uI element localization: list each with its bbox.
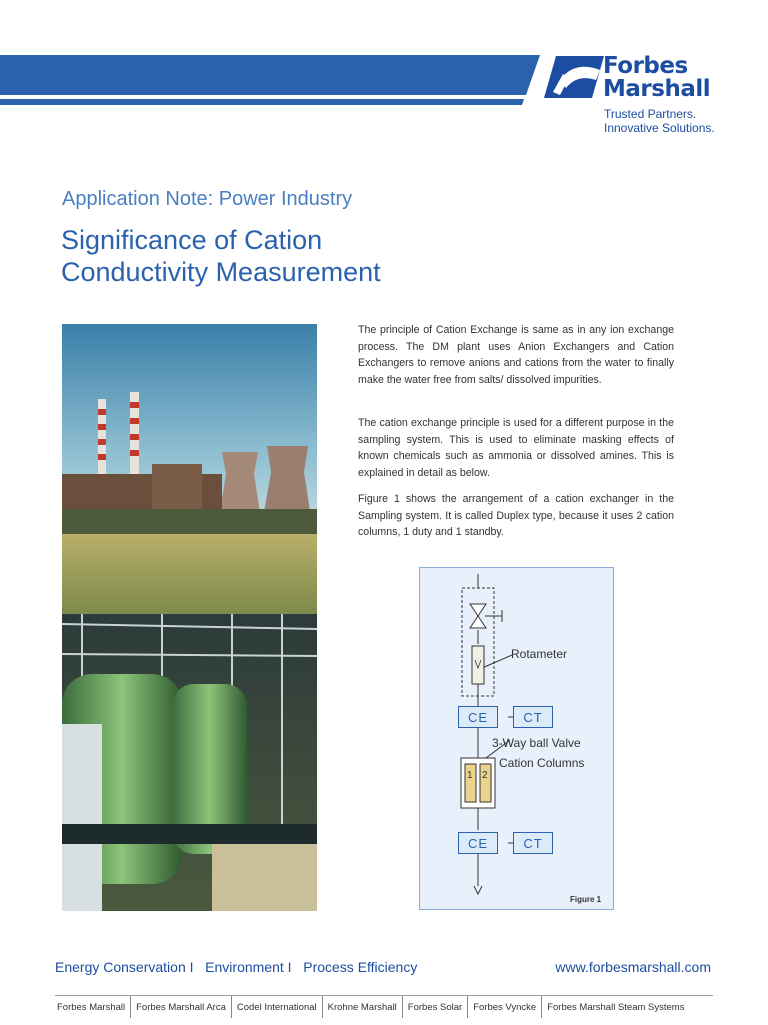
figure-1-diagram: [419, 567, 614, 910]
brand-tagline-line1: Trusted Partners.: [604, 107, 697, 121]
group-companies-list: [55, 995, 713, 1025]
page-title-line2: Conductivity Measurement: [61, 257, 381, 287]
page-title-line1: Significance of Cation: [61, 225, 323, 255]
company-krohne-marshall: Krohne Marshall: [323, 996, 403, 1018]
company-forbes-marshall-steam-systems: Forbes Marshall Steam Systems: [547, 1002, 685, 1013]
ce-box-top: CE: [458, 706, 498, 728]
rotameter-label: Rotameter: [511, 647, 568, 661]
footer-website-link[interactable]: www.forbesmarshall.com: [555, 959, 711, 975]
column-1-label: 1: [467, 770, 473, 781]
forbes-marshall-logo-icon: [544, 56, 604, 98]
power-plant-photo: [62, 324, 317, 911]
ce-box-bottom: CE: [458, 832, 498, 854]
page-title: [61, 224, 381, 288]
column-2-label: 2: [482, 770, 488, 781]
company-codel-international: Codel International: [232, 996, 323, 1018]
ct-box-top: CT: [513, 706, 553, 728]
intro-paragraph: The principle of Cation Exchange is same as in any ion exchange process. The DM plant uses Anion Exchangers and Cation Exchangers to remove anions and cations from the water to finally make the water free from salts/ dissolved impurities.: [358, 324, 674, 386]
figure-caption: Figure 1: [570, 895, 602, 904]
brand-name-line1: Forbes: [603, 53, 688, 79]
purpose-paragraph: The cation exchange principle is used for a different purpose in the sampling system. This is used to eliminate masking effects of known chemicals such as ammonia or dissolved amines. This is explained in detail as below.: [358, 417, 674, 479]
columns-label: Cation Columns: [499, 756, 585, 770]
company-forbes-marshall: Forbes Marshall: [55, 996, 131, 1018]
cation-columns-icon: [461, 758, 495, 808]
figure-description-paragraph: Figure 1 shows the arrangement of a cation exchanger in the Sampling system. It is called Duplex type, because it uses 2 cation columns, 1 duty and 1 standby.: [358, 493, 674, 538]
ct-box-bottom: CT: [513, 832, 553, 854]
page-subtitle: Application Note: Power Industry: [62, 188, 353, 210]
brand-name-line2: Marshall: [603, 76, 711, 102]
company-forbes-solar: Forbes Solar: [403, 996, 468, 1018]
rotameter-icon: [472, 646, 484, 684]
brand-tagline-line2: Innovative Solutions.: [604, 121, 715, 135]
company-forbes-vyncke: Forbes Vyncke: [468, 996, 542, 1018]
company-forbes-marshall-arca: Forbes Marshall Arca: [131, 996, 232, 1018]
valve-icon: [470, 604, 486, 628]
footer-tagline: Energy Conservation I Environment I Process Efficiency: [55, 959, 418, 975]
valve-label: 3-Way ball Valve: [492, 736, 581, 750]
